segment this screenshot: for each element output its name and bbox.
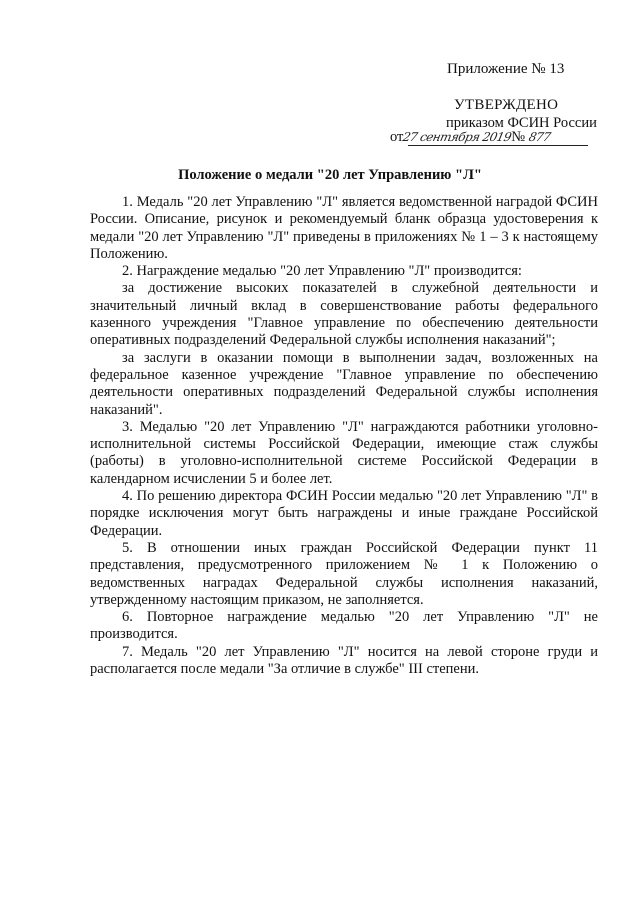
order-date-line [390,128,550,146]
date-underline [408,145,588,146]
document-title: Положение о медали "20 лет Управлению "Л" [178,167,482,183]
paragraph-1: 1. Медаль "20 лет Управлению "Л" является ведомственной наградой ФСИН России. Описание, рисунок и рекомендуемый бланк образца удостоверения к медали "20 лет Управлению "Л" приведены в приложениях № 1 – 3 к настоящему Положению. [90,194,598,262]
paragraph-5: 5. В отношении иных граждан Российской Федерации пункт 11 представления, предусмотренного приложением № 1 к Положению о ведомственных наградах Федеральной службы исполнения наказаний, утвержденному настоящим приказом, не заполняется. [90,539,598,608]
paragraph-7: 7. Медаль "20 лет Управлению "Л" носится на левой стороне груди и располагается после медали "За отличие в службе" III степени. [90,643,598,678]
paragraph-2-item-2: за заслуги в оказании помощи в выполнении задач, возложенных на федеральное казенное учреждение "Главное управление по обеспечению деятельности оперативных подразделений Федеральной службы исполнения наказаний". [90,349,598,418]
approved-stamp-text: УТВЕРЖДЕНО [454,97,559,113]
paragraph-6: 6. Повторное награждение медалью "20 лет Управлению "Л" не производится. [90,609,598,643]
number-prefix: № [511,129,526,145]
handwritten-number: 877 [527,130,552,144]
paragraph-4: 4. По решению директора ФСИН России медалью "20 лет Управлению "Л" в порядке исключения могут быть награждены и иные граждане Российской Федерации. [90,488,598,539]
paragraph-3: 3. Медалью "20 лет Управлению "Л" награждаются работники уголовно-исполнительной системы Российской Федерации, имеющие стаж службы (работы) в уголовно-исполнительной системе Российской Федерации в календарном исчислении 5 и более лет. [90,418,598,487]
document-body [90,194,598,678]
paragraph-2: 2. Награждение медалью "20 лет Управлению "Л" производится: [122,263,522,280]
date-prefix: от [390,129,404,145]
handwritten-date: 27 сентября 2019 [401,130,513,144]
order-reference: приказом ФСИН России [446,115,597,131]
paragraph-2-item-1: за достижение высоких показателей в служебной деятельности и значительный личный вклад в совершенствование работы федерального казенного учреждения "Главное управление по обеспечению деятельности оперативных подразделений Федеральной службы исполнения наказаний"; [90,280,598,349]
appendix-label: Приложение № 13 [447,61,565,77]
